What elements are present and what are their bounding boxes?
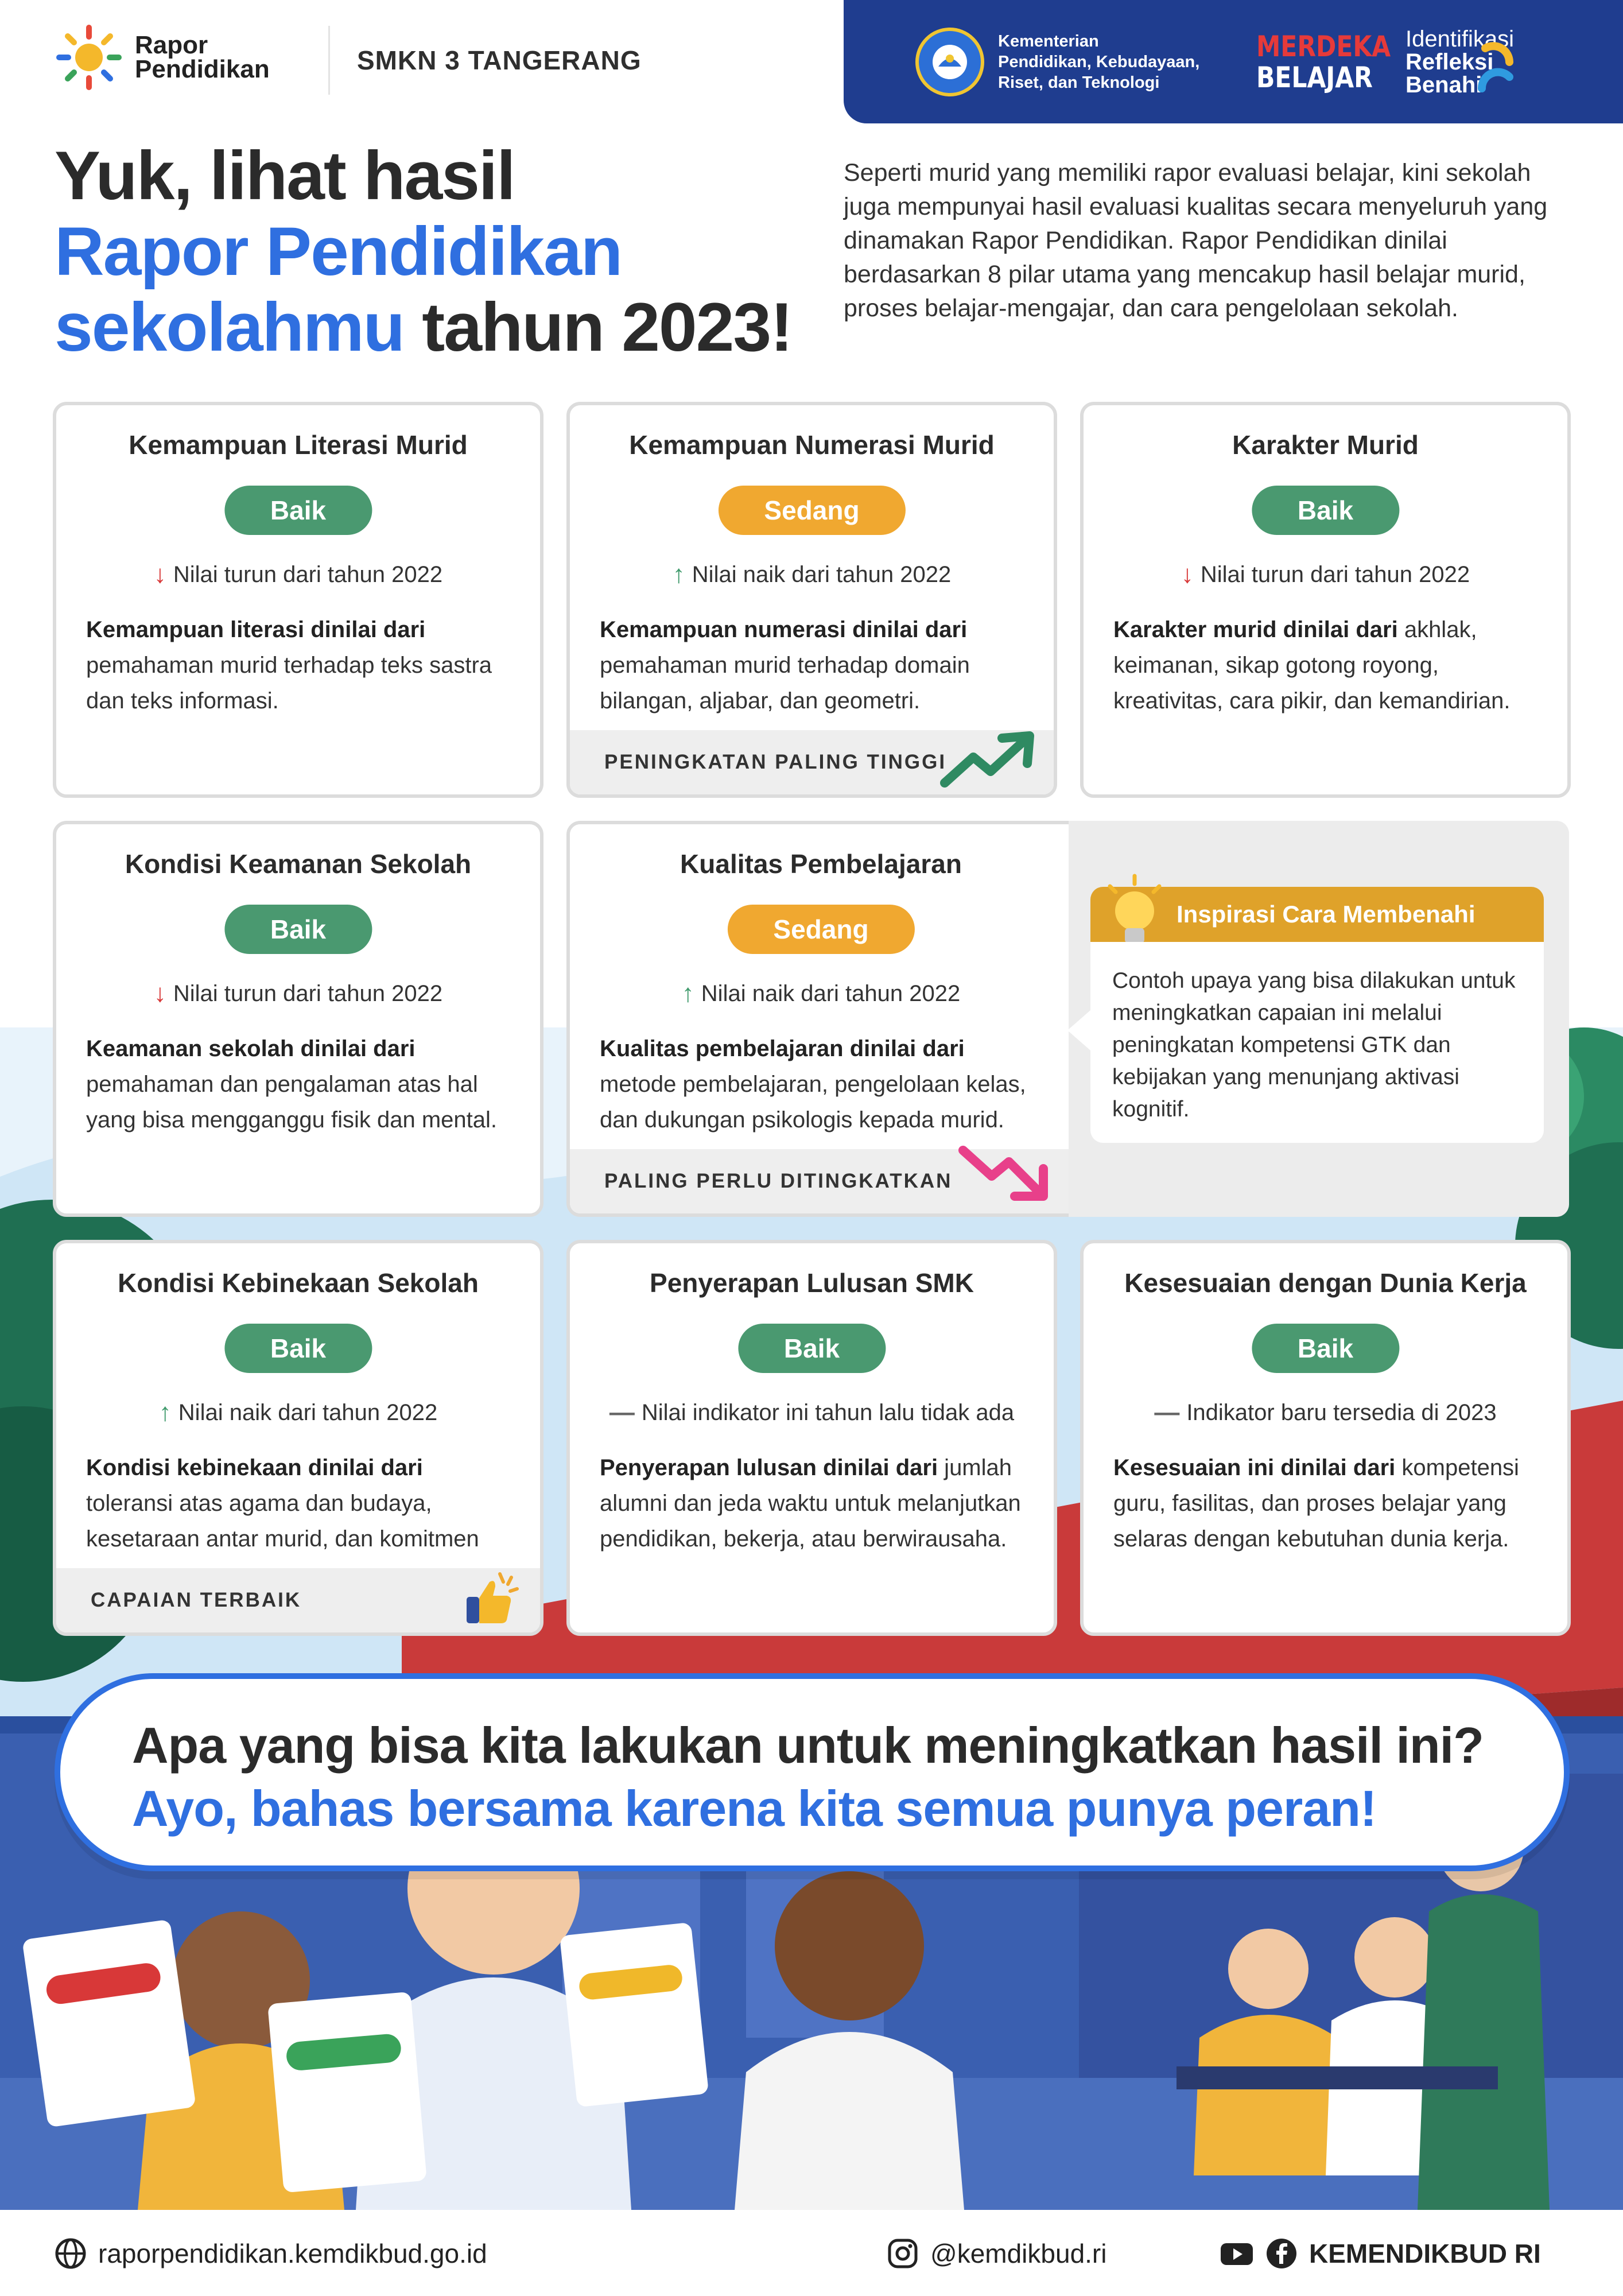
card-literasi [53,402,543,798]
status-badge: Baik [224,1324,372,1373]
thumbs-up-icon [460,1569,523,1627]
card-title: Kemampuan Numerasi Murid [629,430,995,460]
trend-row: ↓ Nilai turun dari tahun 2022 [153,979,443,1007]
irb-arc-icon [1474,31,1520,94]
card-title: Karakter Murid [1232,430,1419,460]
card-kesesuaian-dunia-kerja [1080,1240,1571,1636]
youtube-icon [1220,2237,1254,2270]
card-numerasi [566,402,1057,798]
arrow-down-icon: ↓ [153,979,166,1007]
arrow-up-icon: ↑ [672,560,685,588]
tip-body: Contoh upaya yang bisa dilakukan untuk meningkatkan capaian ini melalui peningkatan kompetensi GTK dan kebijakan yang menunjang aktivasi kognitif. [1090,942,1544,1143]
irb-logo: Identifikasi Refleksi Benahi [1405,28,1514,96]
dash-icon: — [609,1398,635,1426]
trend-row: ↑ Nilai naik dari tahun 2022 [158,1398,438,1426]
cta-question: Apa yang bisa kita lakukan untuk meningkatkan hasil ini? [132,1717,1484,1774]
status-badge: Sedang [718,486,905,535]
tip-pointer [1067,1010,1090,1050]
status-badge: Baik [1252,486,1399,535]
call-to-action-banner [55,1673,1570,1871]
ministry-name: Kementerian Pendidikan, Kebudayaan, Riset, dan Teknologi [998,32,1200,92]
header-divider [328,26,330,95]
instagram-icon [887,2237,919,2270]
highlight-tag: PALING PERLU DITINGKATKAN [570,1149,1072,1213]
globe-icon [55,2237,87,2270]
highlight-tag: CAPAIAN TERBAIK [56,1568,540,1632]
arrow-up-icon: ↑ [158,1398,172,1426]
school-name: SMKN 3 TANGERANG [357,45,642,75]
tip-panel [1069,821,1569,1217]
card-title: Kesesuaian dengan Dunia Kerja [1124,1268,1527,1298]
rapor-pendidikan-logo [55,23,270,92]
card-title: Kualitas Pembelajaran [680,849,962,879]
highlight-tag: PENINGKATAN PALING TINGGI [570,730,1054,794]
trend-row: — Nilai indikator ini tahun lalu tidak ada [609,1398,1015,1426]
card-description: Penyerapan lulusan dinilai dari jumlah alumni dan jeda waktu untuk melanjutkan pendidikan, bekerja, atau berwirausaha. [600,1455,1021,1552]
card-description: Karakter murid dinilai dari akhlak, keimanan, sikap gotong royong, kreativitas, cara pikir, dan kemandirian. [1113,617,1511,713]
logo-text: Rapor Pendidikan [135,31,270,83]
trend-up-icon [939,731,1036,789]
status-badge: Baik [1252,1324,1399,1373]
card-description: Kemampuan numerasi dinilai dari pemahaman murid terhadap domain bilangan, aljabar, dan geometri. [600,617,970,713]
trend-down-icon [957,1145,1049,1202]
merdeka-belajar-logo: MERDEKA BELAJAR [1256,29,1391,94]
trend-row: ↓ Nilai turun dari tahun 2022 [153,560,443,588]
card-title: Kondisi Kebinekaan Sekolah [118,1268,479,1298]
trend-row: ↑ Nilai naik dari tahun 2022 [672,560,952,588]
status-badge: Baik [224,905,372,954]
card-description: Kualitas pembelajaran dinilai dari metode pembelajaran, pengelolaan kelas, dan dukungan psikologis kepada murid. [600,1036,1026,1133]
arrow-down-icon: ↓ [1181,560,1194,588]
trend-row: — Indikator baru tersedia di 2023 [1154,1398,1497,1426]
card-description: Kemampuan literasi dinilai dari pemahaman murid terhadap teks sastra dan teks informasi. [86,617,492,713]
trend-row: ↑ Nilai naik dari tahun 2022 [681,979,961,1007]
intro-paragraph: Seperti murid yang memiliki rapor evaluasi belajar, kini sekolah juga mempunyai hasil evaluasi kualitas secara menyeluruh yang dinamakan Rapor Pendidikan. Rapor Pendidikan dinilai berdasarkan 8 pilar utama yang mencakup hasil belajar murid, proses belajar-mengajar, dan cara pengelolaan sekolah. [844,159,1548,322]
ministry-banner [844,0,1623,123]
card-kebinekaan [53,1240,543,1636]
status-badge: Baik [224,486,372,535]
tip-title: Inspirasi Cara Membenahi [1090,887,1544,942]
trend-row: ↓ Nilai turun dari tahun 2022 [1181,560,1470,588]
instagram-link[interactable]: @kemdikbud.ri [887,2237,1106,2270]
status-badge: Sedang [727,905,914,954]
card-title: Penyerapan Lulusan SMK [650,1268,974,1298]
website-link[interactable]: raporpendidikan.kemdikbud.go.id [55,2237,487,2270]
dash-icon: — [1154,1398,1180,1426]
card-description: Keamanan sekolah dinilai dari pemahaman dan pengalaman atas hal yang bisa mengganggu fisik dan mental. [86,1036,498,1133]
status-badge: Baik [738,1324,886,1373]
arrow-up-icon: ↑ [681,979,694,1007]
cta-invitation: Ayo, bahas bersama karena kita semua punya peran! [132,1780,1377,1837]
card-keamanan [53,821,543,1217]
footer-bar [0,2210,1623,2296]
sun-logo-icon [55,23,123,92]
tut-wuri-handayani-icon [915,28,984,96]
facebook-icon [1265,2237,1298,2270]
social-link[interactable]: KEMENDIKBUD RI [1220,2237,1541,2270]
page-title: Yuk, lihat hasil Rapor Pendidikan sekolahmu tahun 2023! [55,137,793,366]
card-penyerapan-lulusan [566,1240,1057,1636]
card-title: Kemampuan Literasi Murid [129,430,468,460]
card-title: Kondisi Keamanan Sekolah [125,849,472,879]
arrow-down-icon: ↓ [153,560,166,588]
card-description: Kesesuaian ini dinilai dari kompetensi guru, fasilitas, dan proses belajar yang selaras dengan kebutuhan dunia kerja. [1113,1455,1519,1552]
card-karakter [1080,402,1571,798]
card-description: Kondisi kebinekaan dinilai dari toleransi atas agama dan budaya, kesetaraan antar murid, dan komitmen [86,1455,479,1552]
